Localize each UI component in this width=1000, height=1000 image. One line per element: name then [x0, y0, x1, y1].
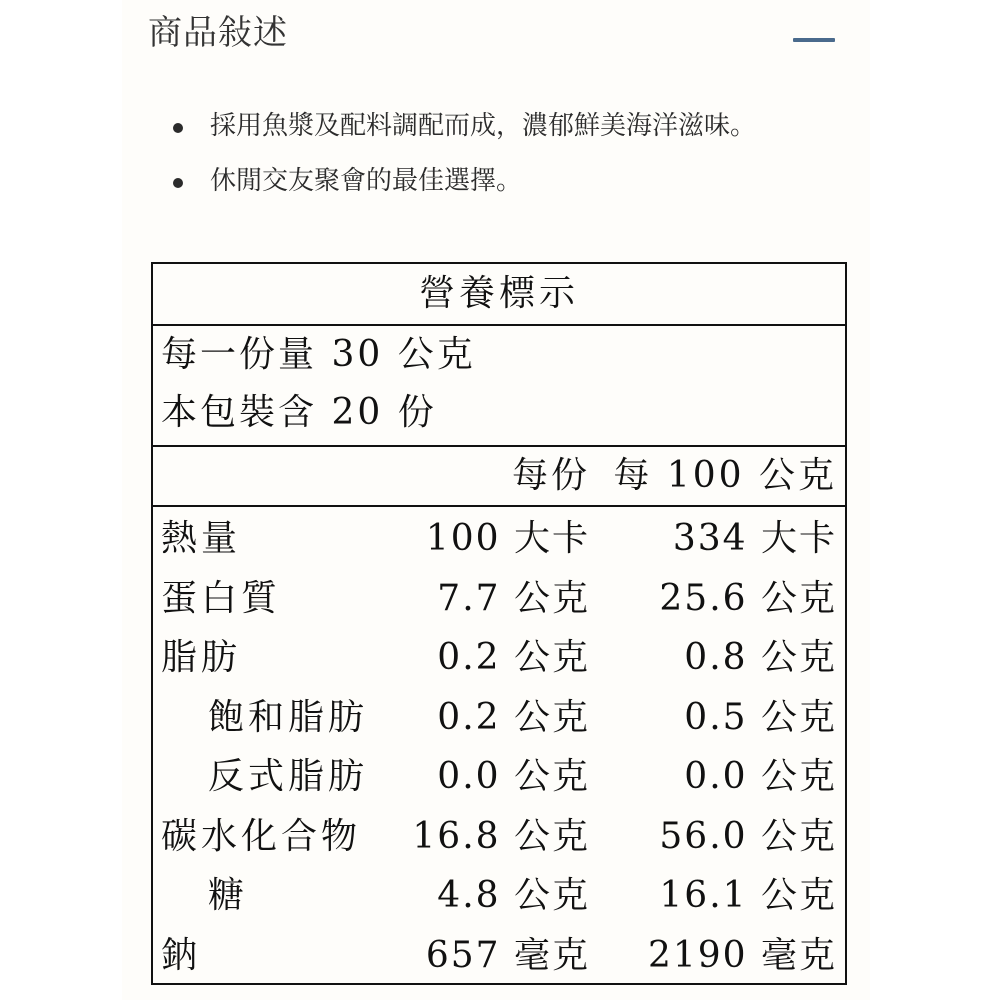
list-item: [165, 110, 815, 143]
per-100g-value: 0.0 公克: [684, 756, 837, 797]
bullet-icon: [173, 178, 183, 188]
nutrient-name: 糖: [208, 875, 249, 916]
per-serving-value: 100 大卡: [425, 518, 590, 559]
table-row: [153, 926, 845, 986]
nutrition-title: 營養標示: [153, 264, 845, 326]
nutrient-name: 脂肪: [161, 637, 242, 678]
per-100g-value: 25.6 公克: [659, 577, 837, 619]
description-list: [165, 110, 815, 220]
per-100g-value: 0.8 公克: [684, 637, 837, 678]
minus-icon: [793, 38, 835, 42]
table-row: [153, 569, 845, 629]
section-title: 商品敍述: [148, 13, 288, 53]
per-100g-value: 2190 毫克: [647, 934, 837, 976]
table-row: [153, 628, 845, 688]
per-100g-value: 56.0 公克: [659, 815, 837, 857]
nutrient-name: 蛋白質: [161, 577, 282, 619]
per-100g-value: 334 大卡: [672, 518, 837, 559]
per-100g-value: 0.5 公克: [684, 696, 837, 738]
serving-info: [153, 326, 845, 447]
section-header: [148, 8, 838, 58]
table-row: [153, 747, 845, 807]
per-serving-value: 657 毫克: [425, 934, 590, 976]
per-serving-value: 7.7 公克: [437, 577, 590, 619]
nutrient-name: 熱量: [161, 518, 242, 559]
table-row: [153, 807, 845, 867]
column-per-100g: 每 100 公克: [613, 455, 837, 496]
table-row: [153, 509, 845, 569]
nutrition-label: [151, 262, 847, 985]
per-100g-value: 16.1 公克: [659, 875, 837, 916]
per-serving-value: 0.2 公克: [437, 637, 590, 678]
nutrient-name: 鈉: [161, 934, 202, 976]
per-serving-value: 0.0 公克: [437, 756, 590, 797]
table-row: [153, 866, 845, 926]
nutrient-name: 飽和脂肪: [208, 696, 369, 738]
servings-per-package: 本包裝含 20 份: [161, 392, 437, 433]
bullet-icon: [173, 123, 183, 133]
nutrient-rows: [153, 507, 845, 985]
serving-size: 每一份量 30 公克: [161, 334, 476, 375]
per-serving-value: 16.8 公克: [412, 815, 590, 857]
nutrient-name: 反式脂肪: [208, 756, 369, 797]
nutrient-name: 碳水化合物: [161, 815, 362, 857]
per-serving-value: 0.2 公克: [437, 696, 590, 738]
per-serving-value: 4.8 公克: [437, 875, 590, 916]
collapse-button[interactable]: [790, 18, 838, 48]
list-item: [165, 165, 815, 198]
column-per-serving: 每份: [511, 455, 590, 496]
list-item-text: 採用魚漿及配料調配而成，濃郁鮮美海洋滋味。: [210, 111, 757, 141]
list-item-text: 休閒交友聚會的最佳選擇。: [210, 166, 523, 196]
column-header: [153, 447, 845, 507]
table-row: [153, 688, 845, 748]
